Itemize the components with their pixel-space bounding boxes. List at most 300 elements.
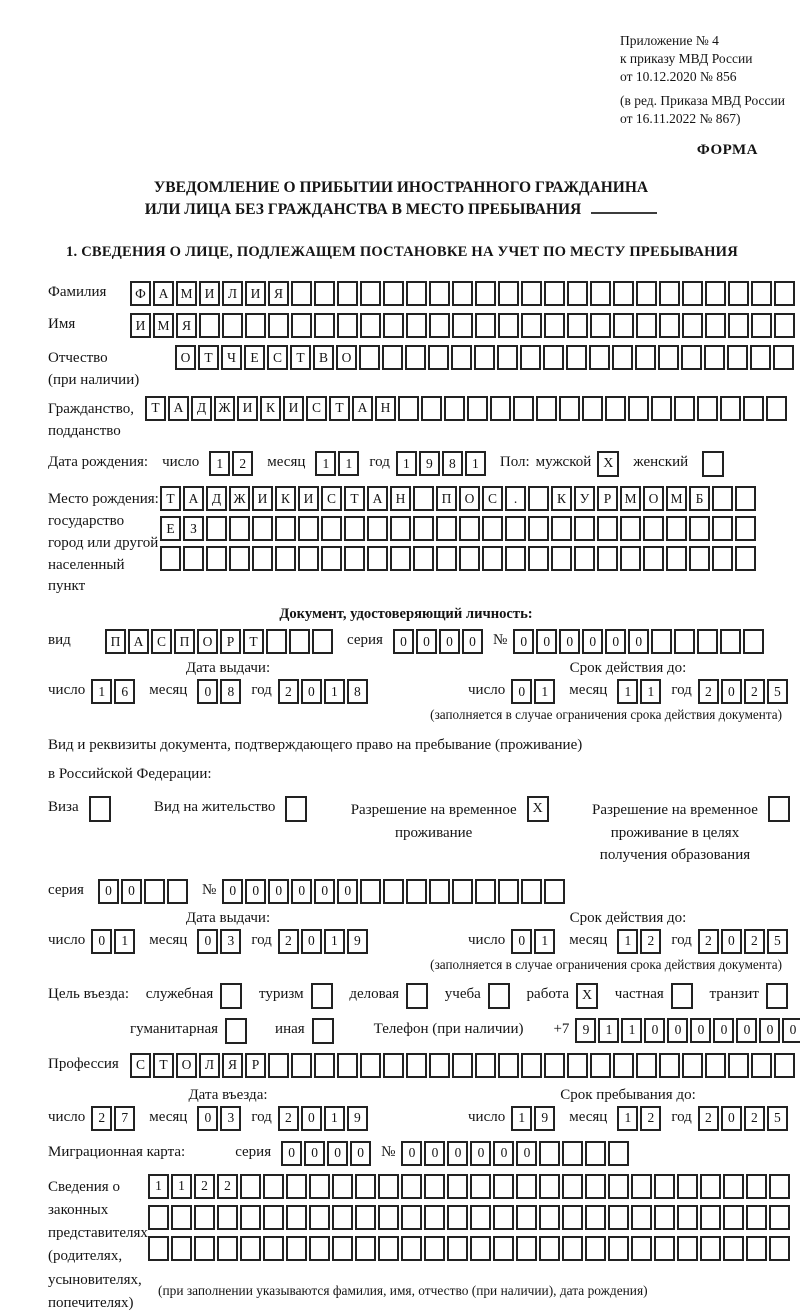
char-box[interactable]: А (153, 281, 174, 306)
char-box[interactable] (424, 1174, 445, 1199)
char-box[interactable] (436, 546, 457, 571)
char-box[interactable]: А (168, 396, 189, 421)
char-box[interactable] (482, 516, 503, 541)
char-box[interactable] (605, 396, 626, 421)
char-box[interactable]: 1 (617, 929, 638, 954)
char-box[interactable] (559, 396, 580, 421)
char-box[interactable] (498, 879, 519, 904)
char-box[interactable]: 0 (393, 629, 414, 654)
char-box[interactable] (631, 1236, 652, 1261)
char-box[interactable] (728, 1053, 749, 1078)
char-box[interactable]: 0 (667, 1018, 688, 1043)
char-box[interactable] (681, 345, 702, 370)
char-box[interactable] (401, 1236, 422, 1261)
char-box[interactable] (470, 1236, 491, 1261)
char-box[interactable]: П (174, 629, 195, 654)
char-box[interactable] (585, 1174, 606, 1199)
char-box[interactable] (704, 345, 725, 370)
char-box[interactable] (677, 1174, 698, 1199)
char-box[interactable] (406, 281, 427, 306)
char-box[interactable]: 1 (171, 1174, 192, 1199)
char-box[interactable]: 0 (462, 629, 483, 654)
char-box[interactable]: Р (245, 1053, 266, 1078)
char-box[interactable] (566, 345, 587, 370)
char-box[interactable]: Ч (221, 345, 242, 370)
char-box[interactable]: 9 (575, 1018, 596, 1043)
char-box[interactable] (735, 486, 756, 511)
char-box[interactable]: 1 (114, 929, 135, 954)
char-box[interactable] (590, 313, 611, 338)
char-box[interactable] (700, 1205, 721, 1230)
char-box[interactable] (544, 281, 565, 306)
char-box[interactable] (712, 546, 733, 571)
char-box[interactable] (521, 281, 542, 306)
char-box[interactable] (337, 1053, 358, 1078)
char-box[interactable] (206, 516, 227, 541)
char-box[interactable] (516, 1236, 537, 1261)
char-box[interactable] (452, 313, 473, 338)
char-box[interactable] (367, 546, 388, 571)
char-box[interactable]: Т (160, 486, 181, 511)
char-box[interactable] (498, 1053, 519, 1078)
char-box[interactable] (289, 629, 310, 654)
char-box[interactable] (383, 879, 404, 904)
char-box[interactable] (390, 516, 411, 541)
char-box[interactable] (470, 1205, 491, 1230)
char-box[interactable] (217, 1205, 238, 1230)
char-box[interactable] (544, 1053, 565, 1078)
char-box[interactable]: 1 (396, 451, 417, 476)
char-box[interactable] (378, 1205, 399, 1230)
char-box[interactable] (528, 516, 549, 541)
char-box[interactable] (405, 345, 426, 370)
char-box[interactable] (539, 1205, 560, 1230)
char-box[interactable] (651, 396, 672, 421)
char-box[interactable] (167, 879, 188, 904)
char-box[interactable]: П (105, 629, 126, 654)
char-box[interactable] (148, 1205, 169, 1230)
char-box[interactable]: 5 (767, 679, 788, 704)
char-box[interactable]: С (482, 486, 503, 511)
char-box[interactable] (520, 345, 541, 370)
char-box[interactable]: Д (191, 396, 212, 421)
char-box[interactable] (774, 281, 795, 306)
char-box[interactable] (666, 516, 687, 541)
char-box[interactable] (521, 313, 542, 338)
char-box[interactable] (451, 345, 472, 370)
char-box[interactable]: Я (222, 1053, 243, 1078)
char-box[interactable]: 0 (536, 629, 557, 654)
char-box[interactable]: 2 (194, 1174, 215, 1199)
char-box[interactable]: П (436, 486, 457, 511)
char-box[interactable] (513, 396, 534, 421)
char-box[interactable]: О (176, 1053, 197, 1078)
char-box[interactable]: Р (220, 629, 241, 654)
char-box[interactable]: 0 (511, 679, 532, 704)
char-box[interactable]: 1 (465, 451, 486, 476)
char-box[interactable] (229, 546, 250, 571)
char-box[interactable] (608, 1141, 629, 1166)
char-box[interactable]: 0 (327, 1141, 348, 1166)
char-box[interactable]: 0 (416, 629, 437, 654)
char-box[interactable] (355, 1205, 376, 1230)
char-box[interactable] (720, 629, 741, 654)
char-box[interactable] (309, 1236, 330, 1261)
char-box[interactable] (355, 1174, 376, 1199)
char-box[interactable] (309, 1174, 330, 1199)
char-box[interactable]: 0 (644, 1018, 665, 1043)
char-box[interactable]: 0 (736, 1018, 757, 1043)
char-box[interactable] (728, 281, 749, 306)
char-box[interactable]: С (130, 1053, 151, 1078)
char-box[interactable] (728, 313, 749, 338)
visa-checkbox[interactable] (89, 796, 111, 822)
char-box[interactable] (337, 281, 358, 306)
char-box[interactable] (344, 546, 365, 571)
char-box[interactable]: 0 (447, 1141, 468, 1166)
char-box[interactable]: 2 (91, 1106, 112, 1131)
char-box[interactable]: 0 (222, 879, 243, 904)
char-box[interactable] (286, 1205, 307, 1230)
char-box[interactable] (286, 1236, 307, 1261)
char-box[interactable]: 0 (721, 1106, 742, 1131)
char-box[interactable]: А (352, 396, 373, 421)
char-box[interactable]: С (151, 629, 172, 654)
char-box[interactable] (620, 546, 641, 571)
char-box[interactable] (467, 396, 488, 421)
char-box[interactable] (268, 1053, 289, 1078)
char-box[interactable] (769, 1205, 790, 1230)
char-box[interactable]: С (321, 486, 342, 511)
char-box[interactable] (383, 313, 404, 338)
char-box[interactable] (475, 1053, 496, 1078)
char-box[interactable] (378, 1236, 399, 1261)
char-box[interactable] (551, 546, 572, 571)
char-box[interactable] (452, 281, 473, 306)
char-box[interactable] (421, 396, 442, 421)
char-box[interactable]: 0 (721, 679, 742, 704)
char-box[interactable]: 0 (721, 929, 742, 954)
char-box[interactable] (574, 546, 595, 571)
char-box[interactable] (636, 313, 657, 338)
char-box[interactable] (360, 281, 381, 306)
char-box[interactable] (321, 546, 342, 571)
char-box[interactable]: Т (243, 629, 264, 654)
char-box[interactable] (608, 1205, 629, 1230)
char-box[interactable]: Б (689, 486, 710, 511)
char-box[interactable]: Е (160, 516, 181, 541)
char-box[interactable] (543, 345, 564, 370)
char-box[interactable] (428, 345, 449, 370)
char-box[interactable]: 0 (245, 879, 266, 904)
char-box[interactable]: Т (198, 345, 219, 370)
char-box[interactable] (406, 1053, 427, 1078)
char-box[interactable] (585, 1141, 606, 1166)
char-box[interactable] (612, 345, 633, 370)
char-box[interactable]: 7 (114, 1106, 135, 1131)
char-box[interactable] (773, 345, 794, 370)
char-box[interactable] (229, 516, 250, 541)
char-box[interactable] (746, 1205, 767, 1230)
char-box[interactable] (240, 1205, 261, 1230)
char-box[interactable]: 5 (767, 929, 788, 954)
char-box[interactable] (743, 629, 764, 654)
char-box[interactable] (735, 546, 756, 571)
char-box[interactable] (459, 516, 480, 541)
char-box[interactable]: О (459, 486, 480, 511)
char-box[interactable] (751, 313, 772, 338)
char-box[interactable]: . (505, 486, 526, 511)
char-box[interactable] (194, 1205, 215, 1230)
char-box[interactable] (636, 1053, 657, 1078)
char-box[interactable]: 3 (220, 929, 241, 954)
char-box[interactable] (516, 1174, 537, 1199)
char-box[interactable] (751, 281, 772, 306)
char-box[interactable] (574, 516, 595, 541)
char-box[interactable] (521, 1053, 542, 1078)
char-box[interactable] (263, 1236, 284, 1261)
char-box[interactable] (424, 1236, 445, 1261)
char-box[interactable]: Т (344, 486, 365, 511)
char-box[interactable] (266, 629, 287, 654)
char-box[interactable] (268, 313, 289, 338)
char-box[interactable] (383, 281, 404, 306)
char-box[interactable] (597, 516, 618, 541)
char-box[interactable]: 0 (690, 1018, 711, 1043)
char-box[interactable] (589, 345, 610, 370)
char-box[interactable]: 2 (278, 679, 299, 704)
char-box[interactable]: 1 (315, 451, 336, 476)
char-box[interactable] (585, 1205, 606, 1230)
char-box[interactable]: 2 (698, 929, 719, 954)
char-box[interactable]: О (643, 486, 664, 511)
purpose-work-checkbox[interactable]: X (576, 983, 598, 1009)
char-box[interactable] (590, 1053, 611, 1078)
char-box[interactable] (705, 281, 726, 306)
char-box[interactable] (291, 1053, 312, 1078)
char-box[interactable] (562, 1236, 583, 1261)
char-box[interactable] (398, 396, 419, 421)
char-box[interactable]: 1 (324, 929, 345, 954)
purpose-tourism-checkbox[interactable] (311, 983, 333, 1009)
char-box[interactable] (436, 516, 457, 541)
char-box[interactable]: И (237, 396, 258, 421)
char-box[interactable] (312, 629, 333, 654)
char-box[interactable] (723, 1236, 744, 1261)
char-box[interactable] (498, 281, 519, 306)
char-box[interactable] (217, 1236, 238, 1261)
char-box[interactable] (355, 1236, 376, 1261)
char-box[interactable]: 1 (338, 451, 359, 476)
char-box[interactable] (314, 1053, 335, 1078)
char-box[interactable]: 1 (621, 1018, 642, 1043)
char-box[interactable] (337, 313, 358, 338)
char-box[interactable] (613, 1053, 634, 1078)
char-box[interactable] (401, 1174, 422, 1199)
char-box[interactable] (682, 313, 703, 338)
char-box[interactable] (493, 1236, 514, 1261)
char-box[interactable] (497, 345, 518, 370)
char-box[interactable] (144, 879, 165, 904)
char-box[interactable]: И (245, 281, 266, 306)
char-box[interactable]: Я (268, 281, 289, 306)
char-box[interactable]: 1 (91, 679, 112, 704)
char-box[interactable] (743, 396, 764, 421)
purpose-private-checkbox[interactable] (671, 983, 693, 1009)
char-box[interactable] (677, 1236, 698, 1261)
char-box[interactable] (746, 1236, 767, 1261)
char-box[interactable]: А (367, 486, 388, 511)
char-box[interactable]: 0 (470, 1141, 491, 1166)
char-box[interactable] (682, 1053, 703, 1078)
char-box[interactable]: М (666, 486, 687, 511)
char-box[interactable] (447, 1205, 468, 1230)
char-box[interactable] (447, 1236, 468, 1261)
char-box[interactable]: К (275, 486, 296, 511)
char-box[interactable] (194, 1236, 215, 1261)
char-box[interactable] (654, 1236, 675, 1261)
char-box[interactable]: Ф (130, 281, 151, 306)
char-box[interactable]: Н (390, 486, 411, 511)
char-box[interactable] (360, 313, 381, 338)
char-box[interactable] (643, 516, 664, 541)
char-box[interactable] (429, 281, 450, 306)
char-box[interactable]: У (574, 486, 595, 511)
char-box[interactable] (475, 879, 496, 904)
purpose-business-checkbox[interactable] (406, 983, 428, 1009)
char-box[interactable]: 2 (278, 929, 299, 954)
char-box[interactable]: 0 (439, 629, 460, 654)
char-box[interactable] (590, 281, 611, 306)
char-box[interactable] (475, 313, 496, 338)
char-box[interactable]: 0 (121, 879, 142, 904)
char-box[interactable]: Я (176, 313, 197, 338)
char-box[interactable] (378, 1174, 399, 1199)
char-box[interactable] (493, 1174, 514, 1199)
char-box[interactable]: О (336, 345, 357, 370)
char-box[interactable]: 2 (232, 451, 253, 476)
char-box[interactable]: К (551, 486, 572, 511)
char-box[interactable]: 9 (534, 1106, 555, 1131)
char-box[interactable] (298, 516, 319, 541)
char-box[interactable] (750, 345, 771, 370)
char-box[interactable] (275, 516, 296, 541)
char-box[interactable]: И (252, 486, 273, 511)
char-box[interactable]: 0 (301, 679, 322, 704)
char-box[interactable] (635, 345, 656, 370)
char-box[interactable]: 9 (347, 929, 368, 954)
char-box[interactable]: 0 (559, 629, 580, 654)
char-box[interactable] (562, 1205, 583, 1230)
char-box[interactable]: О (197, 629, 218, 654)
char-box[interactable] (723, 1205, 744, 1230)
char-box[interactable] (689, 546, 710, 571)
char-box[interactable] (452, 879, 473, 904)
char-box[interactable]: Т (290, 345, 311, 370)
char-box[interactable] (291, 313, 312, 338)
char-box[interactable]: 2 (698, 1106, 719, 1131)
char-box[interactable]: О (175, 345, 196, 370)
char-box[interactable]: С (267, 345, 288, 370)
char-box[interactable] (171, 1236, 192, 1261)
char-box[interactable] (620, 516, 641, 541)
char-box[interactable]: М (620, 486, 641, 511)
char-box[interactable] (447, 1174, 468, 1199)
char-box[interactable] (505, 546, 526, 571)
char-box[interactable] (183, 546, 204, 571)
char-box[interactable]: 3 (220, 1106, 241, 1131)
char-box[interactable] (148, 1236, 169, 1261)
char-box[interactable] (659, 1053, 680, 1078)
char-box[interactable] (544, 313, 565, 338)
purpose-official-checkbox[interactable] (220, 983, 242, 1009)
char-box[interactable] (539, 1236, 560, 1261)
char-box[interactable] (240, 1174, 261, 1199)
char-box[interactable] (528, 486, 549, 511)
char-box[interactable]: 0 (301, 1106, 322, 1131)
char-box[interactable] (516, 1205, 537, 1230)
char-box[interactable]: К (260, 396, 281, 421)
char-box[interactable] (643, 546, 664, 571)
char-box[interactable] (631, 1174, 652, 1199)
char-box[interactable]: 0 (401, 1141, 422, 1166)
char-box[interactable] (498, 313, 519, 338)
char-box[interactable] (332, 1236, 353, 1261)
char-box[interactable]: С (306, 396, 327, 421)
char-box[interactable]: 0 (424, 1141, 445, 1166)
char-box[interactable] (252, 516, 273, 541)
char-box[interactable] (613, 313, 634, 338)
char-box[interactable]: М (176, 281, 197, 306)
char-box[interactable]: М (153, 313, 174, 338)
char-box[interactable] (383, 1053, 404, 1078)
char-box[interactable]: 0 (281, 1141, 302, 1166)
char-box[interactable] (539, 1141, 560, 1166)
char-box[interactable] (720, 396, 741, 421)
char-box[interactable]: 0 (782, 1018, 800, 1043)
char-box[interactable] (769, 1174, 790, 1199)
char-box[interactable] (539, 1174, 560, 1199)
char-box[interactable] (608, 1236, 629, 1261)
char-box[interactable] (536, 396, 557, 421)
char-box[interactable]: 9 (419, 451, 440, 476)
char-box[interactable] (344, 516, 365, 541)
char-box[interactable] (406, 313, 427, 338)
char-box[interactable] (360, 1053, 381, 1078)
char-box[interactable]: 0 (759, 1018, 780, 1043)
char-box[interactable]: 2 (278, 1106, 299, 1131)
purpose-study-checkbox[interactable] (488, 983, 510, 1009)
char-box[interactable] (475, 281, 496, 306)
char-box[interactable] (631, 1205, 652, 1230)
male-checkbox[interactable]: X (597, 451, 619, 477)
char-box[interactable] (567, 313, 588, 338)
char-box[interactable]: 5 (767, 1106, 788, 1131)
char-box[interactable]: 1 (617, 1106, 638, 1131)
char-box[interactable] (171, 1205, 192, 1230)
char-box[interactable]: 1 (534, 929, 555, 954)
char-box[interactable] (240, 1236, 261, 1261)
char-box[interactable]: А (128, 629, 149, 654)
char-box[interactable] (597, 546, 618, 571)
char-box[interactable]: Н (375, 396, 396, 421)
char-box[interactable]: 8 (347, 679, 368, 704)
char-box[interactable] (608, 1174, 629, 1199)
char-box[interactable]: 2 (744, 1106, 765, 1131)
char-box[interactable]: 0 (91, 929, 112, 954)
purpose-other-checkbox[interactable] (312, 1018, 334, 1044)
char-box[interactable]: 1 (598, 1018, 619, 1043)
